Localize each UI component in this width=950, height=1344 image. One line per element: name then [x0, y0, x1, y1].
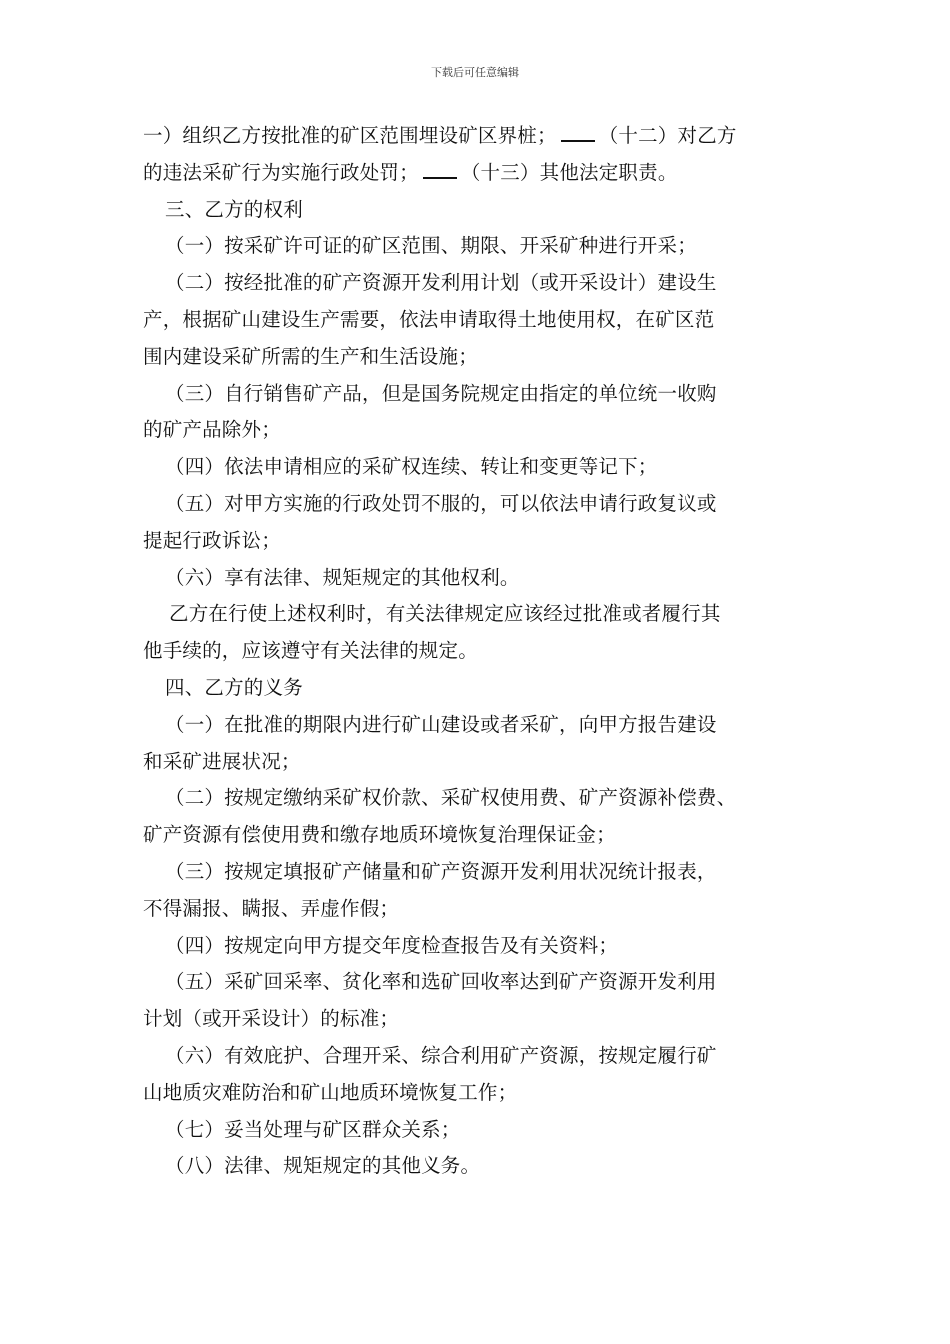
line-text: （十二）对乙方: [598, 124, 737, 147]
text-line: （一）按采矿许可证的矿区范围、期限、开采矿种进行开采；: [165, 234, 697, 258]
text-line-with-blank: [143, 118, 843, 155]
page-header: 下载后可任意编辑: [431, 66, 519, 79]
document-body: [143, 118, 843, 1185]
line-text: 的违法采矿行为实施行政处罚；: [143, 160, 419, 184]
text-line: （五）对甲方实施的行政处罚不服的，可以依法申请行政复议或: [165, 491, 717, 515]
text-line: 他手续的，应该遵守有关法律的规定。: [143, 639, 478, 663]
text-line: （五）采矿回采率、贫化率和选矿回收率达到矿产资源开发利用: [165, 970, 717, 994]
fill-blank: [561, 124, 595, 142]
text-line: 提起行政诉讼；: [143, 528, 281, 552]
text-line: （二）按经批准的矿产资源开发利用计划（或开采设计）建设生: [165, 271, 717, 295]
text-line: 四、乙方的义务: [165, 675, 303, 699]
line-text: （十三）其他法定职责。: [460, 160, 678, 184]
line-text: 一）组织乙方按批准的矿区范围埋设矿区界桩；: [143, 124, 557, 147]
text-line: 围内建设采矿所需的生产和生活设施；: [143, 344, 478, 368]
text-line: （三）按规定填报矿产储量和矿产资源开发利用状况统计报表，: [165, 859, 717, 883]
text-line: 产，根据矿山建设生产需要，依法申请取得土地使用权，在矿区范: [143, 307, 715, 331]
text-line: （六）有效庇护、合理开采、综合利用矿产资源，按规定履行矿: [165, 1043, 717, 1067]
fill-blank: [423, 161, 457, 179]
paragraph-lines: [143, 192, 843, 1186]
text-line: 山地质灾难防治和矿山地质环境恢复工作；: [143, 1080, 518, 1104]
text-line: 和采矿进展状况；: [143, 749, 301, 773]
text-line: （四）按规定向甲方提交年度检查报告及有关资料；: [165, 933, 619, 957]
text-line: 矿产资源有偿使用费和缴存地质环境恢复治理保证金；: [143, 823, 616, 847]
text-line: （二）按规定缴纳采矿权价款、采矿权使用费、矿产资源补偿费、: [165, 786, 737, 810]
text-line: （六）享有法律、规矩规定的其他权利。: [165, 565, 520, 589]
text-line: （七）妥当处理与矿区群众关系；: [165, 1117, 461, 1141]
text-line: （四）依法申请相应的采矿权连续、转让和变更等记下；: [165, 455, 658, 479]
text-line: （三）自行销售矿产品，但是国务院规定由指定的单位统一收购: [165, 381, 717, 405]
text-line-with-blank: [143, 155, 843, 192]
text-line: 计划（或开采设计）的标准；: [143, 1007, 400, 1031]
text-line: 的矿产品除外；: [143, 418, 281, 442]
text-line: （一）在批准的期限内进行矿山建设或者采矿，向甲方报告建设: [165, 712, 717, 736]
text-line: （八）法律、规矩规定的其他义务。: [165, 1154, 481, 1178]
text-line: 不得漏报、瞒报、弄虚作假；: [143, 896, 400, 920]
text-line: 乙方在行使上述权利时，有关法律规定应该经过批准或者履行其: [169, 602, 721, 626]
text-line: 三、乙方的权利: [165, 197, 303, 221]
